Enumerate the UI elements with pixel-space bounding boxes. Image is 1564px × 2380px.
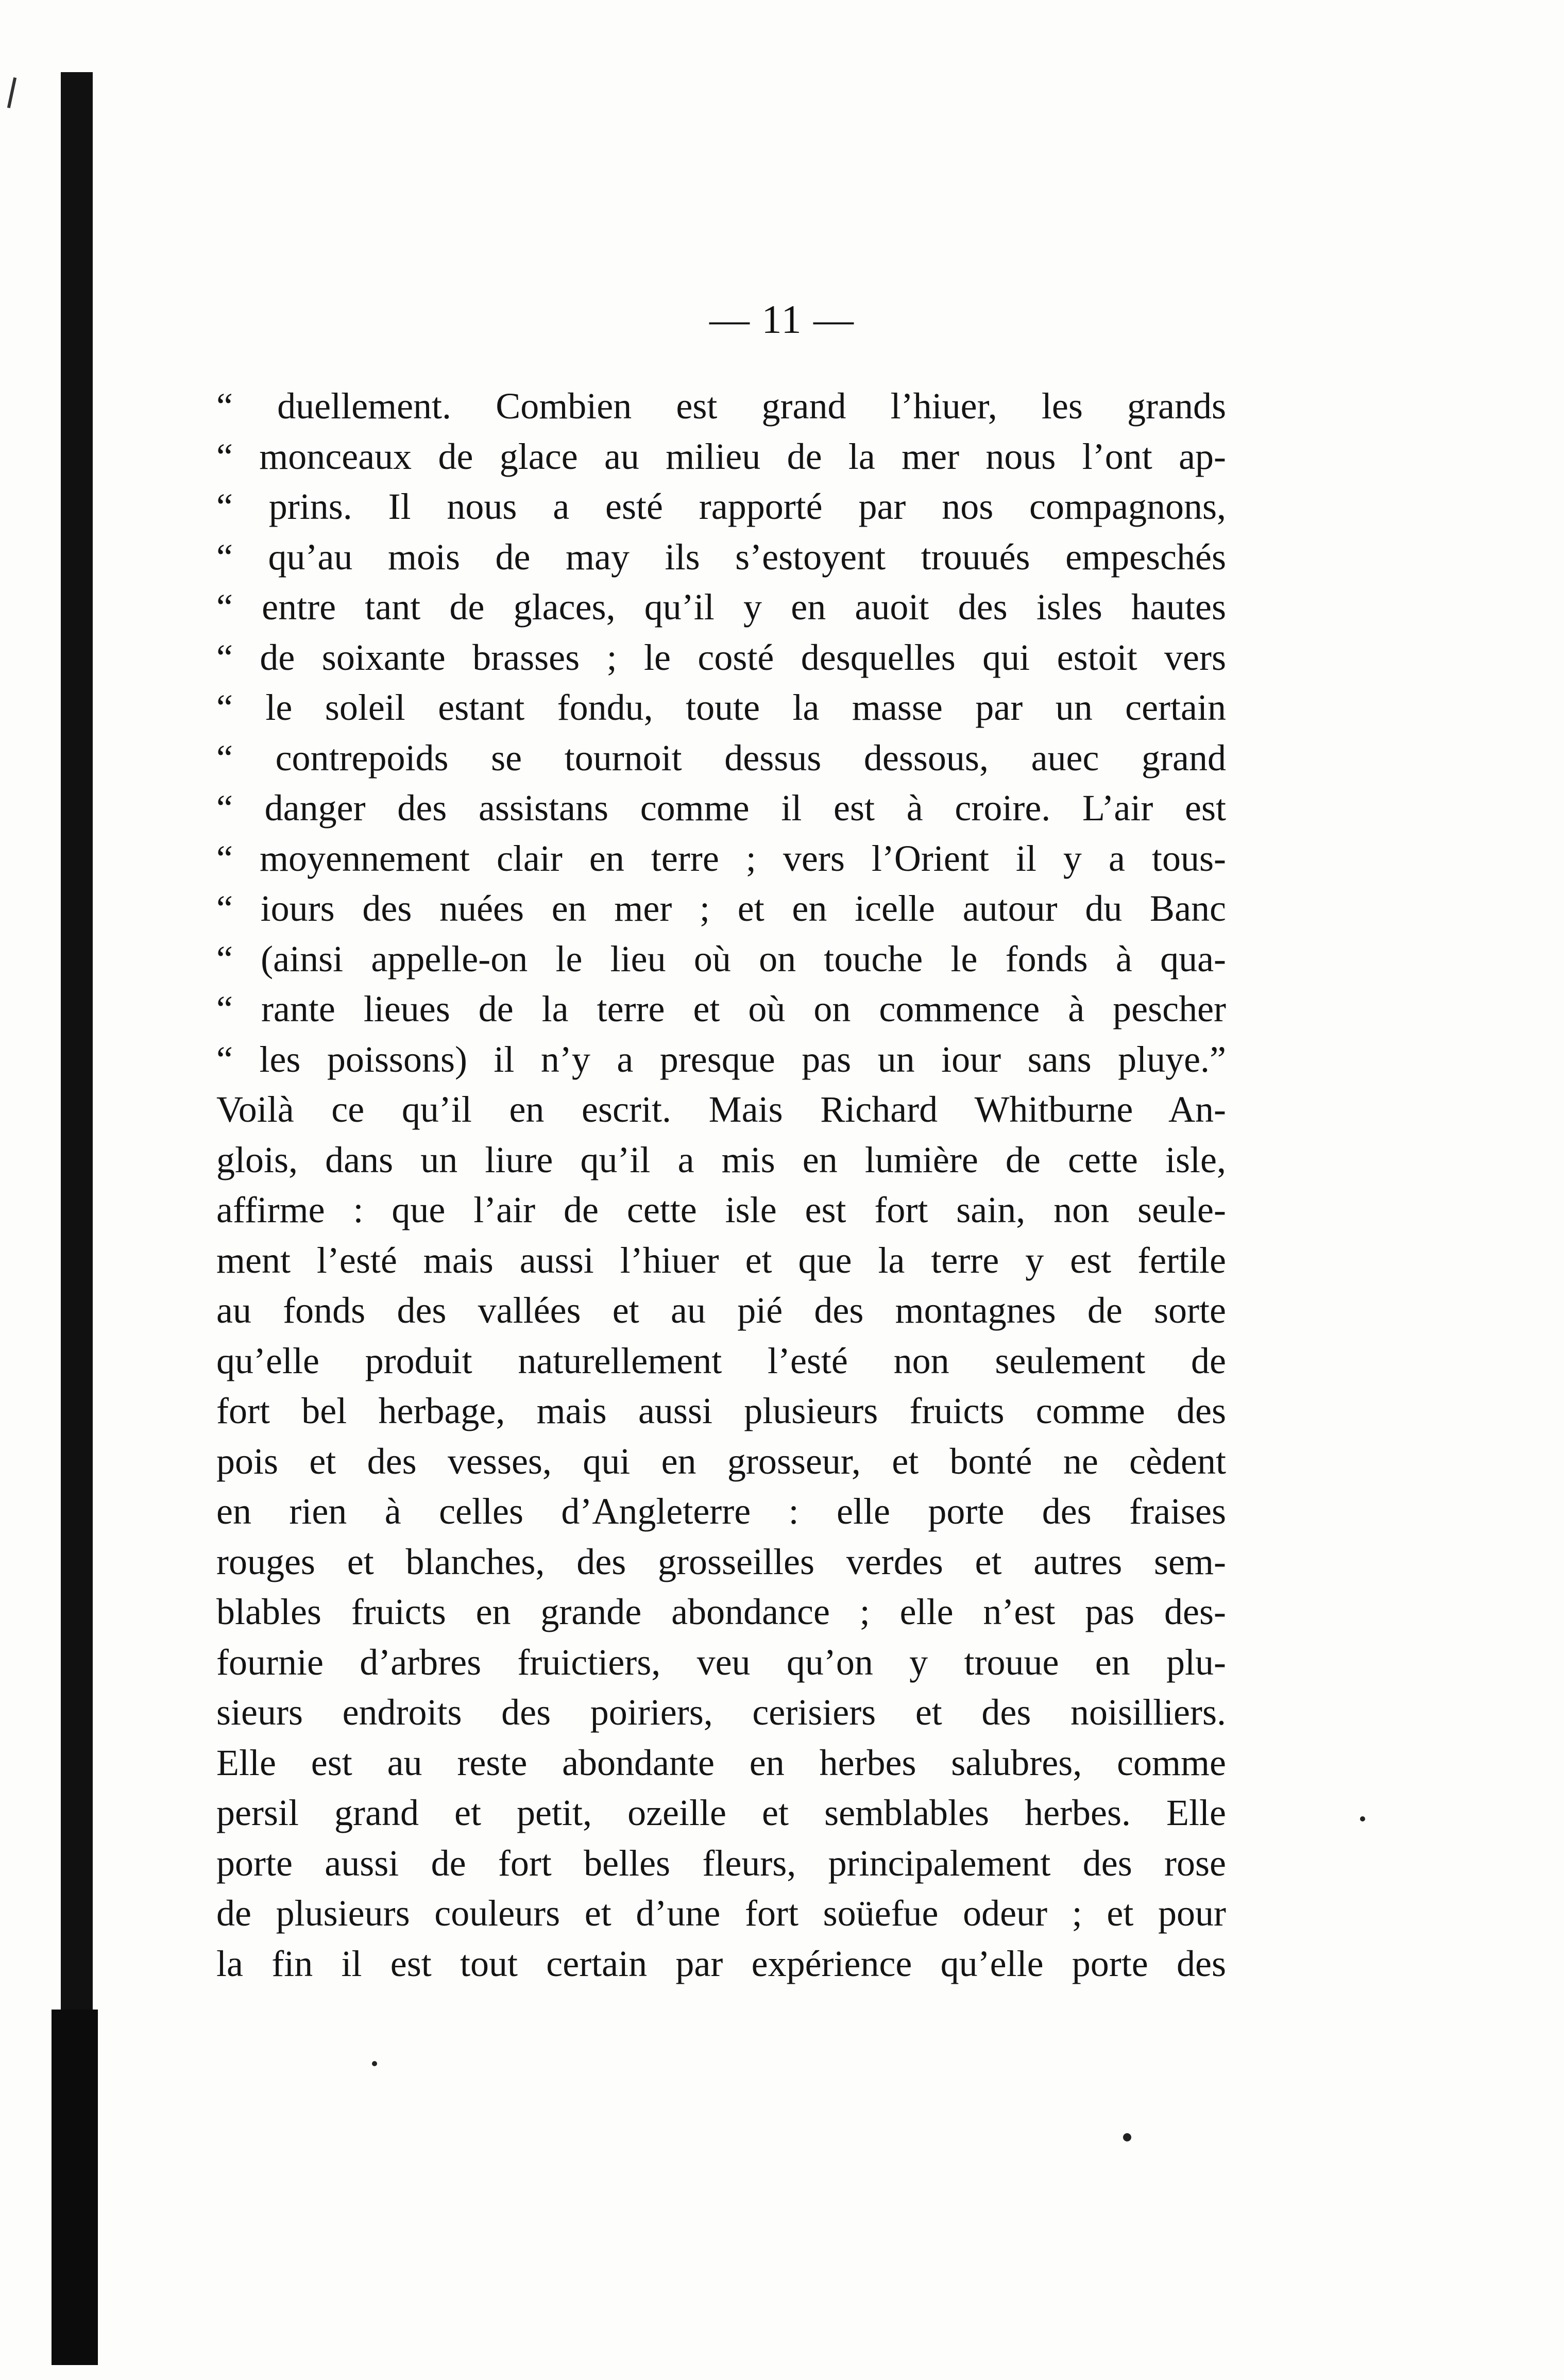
text-line: “ entre tant de glaces, qu’il y en auoit des isles hautes [216, 586, 1226, 628]
page-number: — 11 — [709, 297, 855, 342]
text-line: “ danger des assistans comme il est à croire. L’air est [216, 787, 1226, 829]
text-line: au fonds des vallées et au pié des montagnes de sorte [216, 1290, 1226, 1331]
ink-speck [1123, 2133, 1131, 2141]
text-line: “ rante lieues de la terre et où on commence à pescher [216, 988, 1226, 1029]
body-text [216, 381, 1226, 1989]
edge-mark [7, 77, 16, 108]
ink-speck [372, 2061, 377, 2066]
text-line: “ contrepoids se tournoit dessus dessous, auec grand [216, 737, 1226, 779]
binding-shadow [61, 72, 93, 2350]
text-line: fort bel herbage, mais aussi plusieurs fruicts comme des [216, 1390, 1226, 1431]
text-line: persil grand et petit, ozeille et semblables herbes. Elle [216, 1792, 1226, 1833]
text-line: “ le soleil estant fondu, toute la masse par un certain [216, 687, 1226, 728]
text-line: sieurs endroits des poiriers, cerisiers et des noisilliers. [216, 1692, 1226, 1733]
text-line: “ duellement. Combien est grand l’hiuer, les grands [216, 385, 1226, 427]
text-line: affirme : que l’air de cette isle est fort sain, non seule- [216, 1189, 1226, 1230]
text-line: pois et des vesses, qui en grosseur, et bonté ne cèdent [216, 1440, 1226, 1482]
text-line: en rien à celles d’Angleterre : elle porte des fraises [216, 1491, 1226, 1532]
text-line: la fin il est tout certain par expérience qu’elle porte des [216, 1943, 1226, 1984]
text-line: fournie d’arbres fruictiers, veu qu’on y trouue en plu- [216, 1641, 1226, 1683]
text-line: “ (ainsi appelle-on le lieu où on touche le fonds à qua- [216, 938, 1226, 980]
text-line: glois, dans un liure qu’il a mis en lumière de cette isle, [216, 1139, 1226, 1180]
text-line: de plusieurs couleurs et d’une fort soüefue odeur ; et pour [216, 1893, 1226, 1934]
text-line: “ les poissons) il n’y a presque pas un iour sans pluye.” [216, 1038, 1226, 1080]
text-line: Voilà ce qu’il en escrit. Mais Richard Whitburne An- [216, 1089, 1226, 1130]
text-line: “ qu’au mois de may ils s’estoyent trouués empeschés [216, 536, 1226, 578]
text-line: “ prins. Il nous a esté rapporté par nos compagnons, [216, 486, 1226, 527]
text-line: qu’elle produit naturellement l’esté non seulement de [216, 1340, 1226, 1381]
text-line: rouges et blanches, des grosseilles verdes et autres sem- [216, 1541, 1226, 1582]
text-line: ment l’esté mais aussi l’hiuer et que la terre y est fertile [216, 1239, 1226, 1281]
text-line: “ moyennement clair en terre ; vers l’Orient il y a tous- [216, 837, 1226, 879]
text-line: Elle est au reste abondante en herbes salubres, comme [216, 1742, 1226, 1783]
text-line: porte aussi de fort belles fleurs, principalement des rose [216, 1842, 1226, 1884]
text-line: “ de soixante brasses ; le costé desquelles qui estoit vers [216, 636, 1226, 678]
ink-speck [1360, 1816, 1365, 1821]
text-line: “ monceaux de glace au milieu de la mer nous l’ont ap- [216, 435, 1226, 477]
text-line: blables fruicts en grande abondance ; elle n’est pas des- [216, 1591, 1226, 1632]
text-line: “ iours des nuées en mer ; et en icelle autour du Banc [216, 888, 1226, 929]
binding-shadow-lower [52, 2010, 98, 2365]
